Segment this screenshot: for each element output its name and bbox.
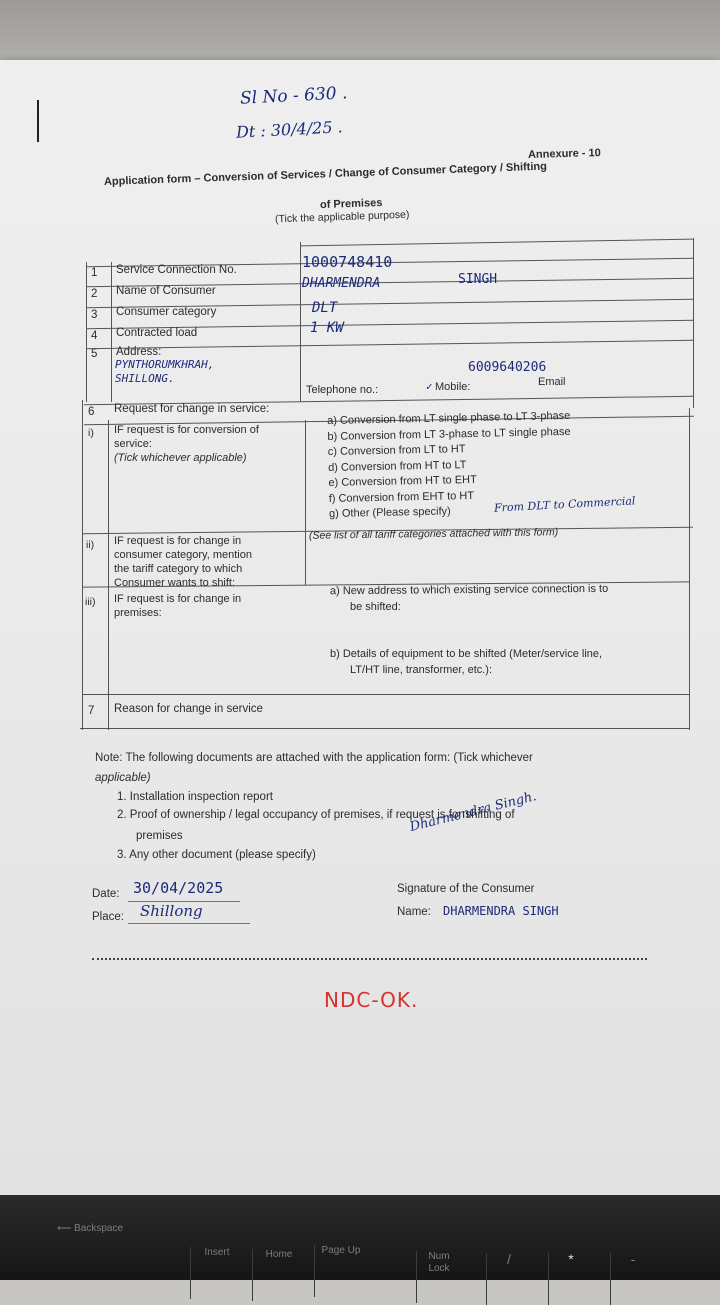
consumer-name-footer: DHARMENDRA SINGH [443, 904, 559, 918]
row-ii-label2: consumer category, mention [114, 549, 252, 561]
email-label: Email [538, 376, 566, 388]
option-d: d) Conversion from HT to LT [327, 458, 467, 474]
row2-number: 2 [91, 288, 98, 300]
place-underline [128, 923, 250, 924]
option-g: g) Other (Please specify) [328, 505, 451, 520]
key-backspace[interactable]: ⟵ Backspace [56, 1223, 124, 1234]
option-c: c) Conversion from LT to HT [327, 443, 466, 458]
new-address-line2: be shifted: [350, 601, 401, 613]
option-f: f) Conversion from EHT to HT [328, 489, 475, 505]
document-item-2: 2. Proof of ownership / legal occupancy of premises, if request is for shifting of [117, 809, 515, 821]
service-connection-value: 1000748410 [302, 253, 393, 271]
row-ii-label1: IF request is for change in [114, 535, 242, 547]
form-title-line2: of Premises [319, 196, 383, 212]
dashed-divider [92, 958, 647, 960]
row-iii-number: iii) [85, 596, 96, 608]
date-label: Date: [92, 888, 120, 900]
contracted-load-value: 1 KW [310, 320, 344, 336]
note-line1: Note: The following documents are attached with the application form: (Tick whichever [95, 752, 533, 764]
row3-number: 3 [91, 309, 98, 321]
row1-label: Service Connection No. [116, 264, 237, 276]
row5-number: 5 [91, 348, 98, 360]
row-i-label3: (Tick whichever applicable) [114, 452, 247, 464]
red-handwritten-note: NDC-OK. [324, 988, 419, 1012]
row-i-label2: service: [114, 438, 152, 450]
form-title-line1: Application form – Conversion of Services / Change of Consumer Category / Shifting [103, 160, 548, 188]
place-value: Shillong [140, 902, 203, 920]
new-address-line1: a) New address to which existing service connection is to [329, 582, 609, 598]
key-multiply[interactable]: * [548, 1253, 593, 1305]
key-page-up[interactable]: Page Up [314, 1245, 367, 1297]
mobile-tick: ✓ [426, 380, 433, 393]
row3-label: Consumer category [116, 306, 217, 318]
note-line2: applicable) [95, 772, 151, 784]
option-a: a) Conversion from LT single phase to LT 3-phase [327, 409, 571, 427]
row-ii-label4: Consumer wants to shift: [114, 577, 236, 589]
key-insert[interactable]: Insert [190, 1247, 243, 1299]
consumer-surname-value: SINGH [458, 272, 498, 287]
row4-label: Contracted load [116, 327, 198, 339]
tariff-note: (See list of all tariff categories attached with this form) [308, 526, 559, 542]
key-divide[interactable]: / [486, 1253, 531, 1305]
name-label: Name: [397, 906, 431, 918]
backspace-arrow-icon: ⟵ [56, 1223, 72, 1234]
row-i-number: i) [88, 427, 94, 439]
handwritten-serial: Sl No - 630 . [239, 83, 348, 109]
row2-label: Name of Consumer [116, 285, 216, 297]
address-line1: PYNTHORUMKHRAH, [115, 358, 215, 371]
equipment-line1: b) Details of equipment to be shifted (Meter/service line, [330, 648, 603, 660]
key-home[interactable]: Home [252, 1249, 305, 1301]
row4-number: 4 [91, 330, 98, 342]
margin-mark [37, 100, 39, 142]
document-item-1: 1. Installation inspection report [117, 791, 273, 803]
keyboard [0, 1195, 720, 1280]
row7-label: Reason for change in service [114, 703, 263, 715]
key-subtract[interactable]: - [610, 1253, 655, 1305]
row-ii-label3: the tariff category to which [114, 563, 243, 575]
row-i-label1: IF request is for conversion of [114, 424, 259, 436]
row-iii-label1: IF request is for change in [114, 593, 242, 605]
address-line2: SHILLONG. [115, 372, 175, 385]
form-subtitle: (Tick the applicable purpose) [274, 208, 410, 226]
consumer-name-value: DHARMENDRA [302, 276, 381, 291]
row-ii-number: ii) [86, 539, 95, 551]
consumer-signature: Dharmendra Singh. [408, 789, 538, 835]
option-e: e) Conversion from HT to EHT [328, 473, 477, 489]
handwritten-date: Dt : 30/4/25 . [235, 117, 344, 142]
consumer-category-value: DLT [312, 300, 338, 316]
place-label: Place: [92, 911, 124, 923]
other-specified-value: From DLT to Commercial [493, 494, 636, 515]
document-item-3: 3. Any other document (please specify) [117, 849, 316, 861]
row6-label: Request for change in service: [114, 403, 270, 415]
signature-label: Signature of the Consumer [397, 883, 535, 895]
row6-number: 6 [88, 406, 95, 418]
row7-number: 7 [88, 705, 95, 717]
row-iii-label2: premises: [114, 607, 162, 619]
address-label: Address: [116, 346, 162, 358]
document-item-2-cont: premises [136, 830, 183, 842]
key-num-lock[interactable]: Num Lock [416, 1251, 461, 1303]
mobile-value: 6009640206 [468, 360, 547, 375]
annexure-label: Annexure - 10 [527, 147, 601, 161]
telephone-label: Telephone no.: [306, 384, 379, 396]
date-value: 30/04/2025 [133, 879, 224, 897]
row1-number: 1 [91, 267, 98, 279]
option-b: b) Conversion from LT 3-phase to LT single phase [327, 425, 571, 443]
mobile-label: Mobile: [435, 381, 471, 393]
equipment-line2: LT/HT line, transformer, etc.): [350, 664, 493, 676]
